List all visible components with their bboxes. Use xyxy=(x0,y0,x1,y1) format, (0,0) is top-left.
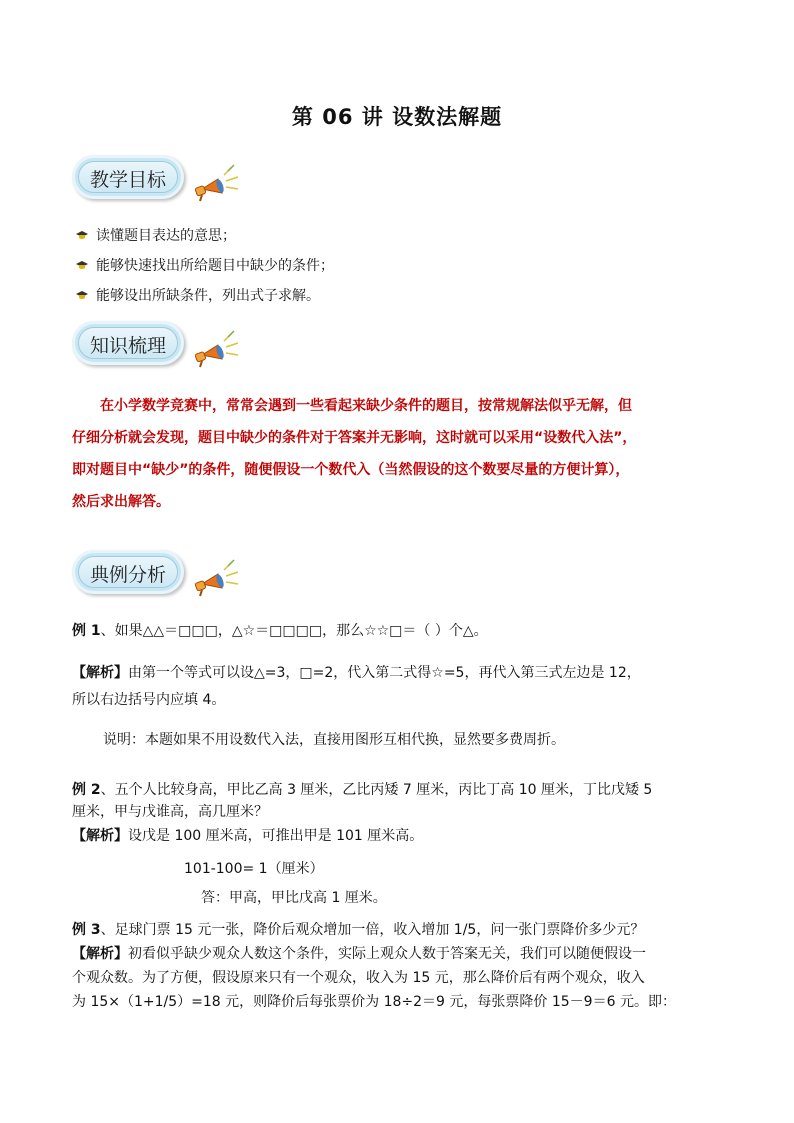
example-1-note: 说明：本题如果不用设数代入法，直接用图形互相代换，显然要多费周折。 xyxy=(103,732,565,748)
example-3-analysis-cont: 为 15×（1+1/5）=18 元，则降价后每张票价为 18÷2＝9 元，每张票降价 15－9＝6 元。即： xyxy=(72,994,676,1010)
megaphone-icon xyxy=(188,325,240,369)
megaphone-icon xyxy=(188,554,240,598)
section-label-knowledge: 知识梳理 xyxy=(89,335,166,357)
goal-item: 能够设出所缺条件，列出式子求解。 xyxy=(75,286,320,306)
bullet-hat-icon xyxy=(75,289,89,301)
section-label-goals: 教学目标 xyxy=(89,169,166,191)
knowledge-line: 在小学数学竞赛中，常常会遇到一些看起来缺少条件的题目，按常规解法似乎无解，但 xyxy=(72,398,632,414)
example-3-question: 例 3、足球门票 15 元一张，降价后观众增加一倍，收入增加 1/5，问一张门票降价多少元？ xyxy=(72,922,645,938)
example-2-analysis: 【解析】设戊是 100 厘米高，可推出甲是 101 厘米高。 xyxy=(72,828,424,844)
example-2-question: 例 2、五个人比较身高，甲比乙高 3 厘米，乙比丙矮 7 厘米，丙比丁高 10 厘米，丁比戊矮 5 xyxy=(72,782,653,798)
knowledge-line: 仔细分析就会发现，题目中缺少的条件对于答案并无影响，这时就可以采用“设数代入法”， xyxy=(72,430,637,446)
knowledge-paragraph xyxy=(72,390,724,518)
goal-item: 读懂题目表达的意思； xyxy=(75,226,236,246)
megaphone-icon xyxy=(188,159,240,203)
bullet-hat-icon xyxy=(75,229,89,241)
knowledge-line: 即对题目中“缺少”的条件，随便假设一个数代入（当然假设的这个数要尽量的方便计算）， xyxy=(72,462,630,478)
example-1-analysis: 【解析】由第一个等式可以设△=3，□=2，代入第二式得☆=5，再代入第三式左边是 12， xyxy=(72,665,641,681)
knowledge-line: 然后求出解答。 xyxy=(72,494,170,510)
goal-item: 能够快速找出所给题目中缺少的条件； xyxy=(75,256,334,276)
page-title: 第 06 讲 设数法解题 xyxy=(291,105,503,129)
example-3-analysis-cont: 个观众数。为了方便，假设原来只有一个观众，收入为 15 元，那么降价后有两个观众，收入 xyxy=(72,970,645,986)
bullet-hat-icon xyxy=(75,259,89,271)
example-2-question-cont: 厘米，甲与戊谁高，高几厘米？ xyxy=(72,804,268,820)
example-2-calc: 101-100= 1（厘米） xyxy=(184,861,324,877)
example-1-question: 例 1、如果△△＝□□□，△☆＝□□□□，那么☆☆□＝（ ）个△。 xyxy=(72,623,488,639)
example-3-analysis: 【解析】初看似乎缺少观众人数这个条件，实际上观众人数于答案无关，我们可以随便假设一 xyxy=(72,946,646,962)
example-2-answer: 答：甲高，甲比戊高 1 厘米。 xyxy=(201,890,387,906)
example-1-analysis-cont: 所以右边括号内应填 4。 xyxy=(72,692,226,708)
section-label-examples: 典例分析 xyxy=(89,564,166,586)
